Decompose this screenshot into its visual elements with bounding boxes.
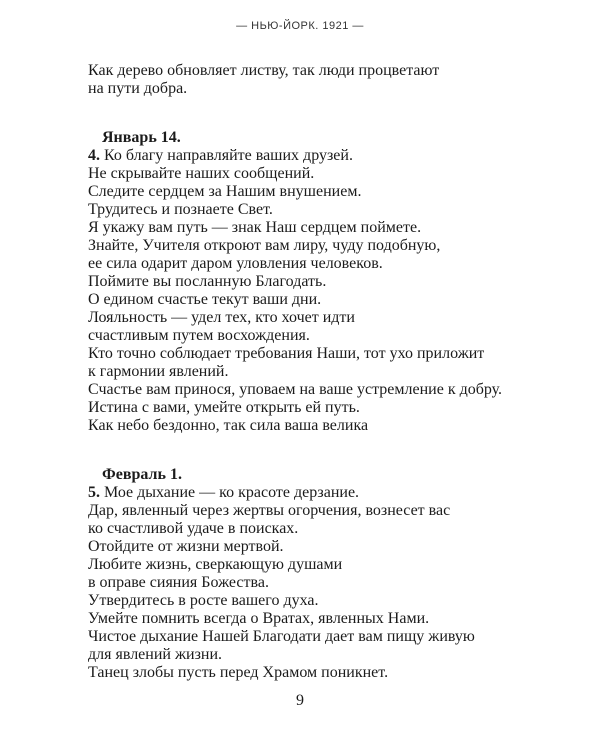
verse-line: Мое дыхание — ко красоте дерзание. <box>104 484 360 501</box>
verse-line: в оправе сияния Божества. <box>88 574 269 591</box>
verse-line: Знайте, Учителя откроют вам лиру, чуду подобную, <box>88 237 441 254</box>
verse-line: Утвердитесь в росте вашего духа. <box>88 592 319 609</box>
section-first-line <box>88 147 568 165</box>
page-body <box>88 62 568 682</box>
verse-line: Отойдите от жизни мертвой. <box>88 538 284 555</box>
verse-line: Трудитесь и познаете Свет. <box>88 201 273 218</box>
verse-line: Как небо бездонно, так сила ваша велика <box>88 417 369 434</box>
intro-line: на пути добра. <box>88 80 188 97</box>
section-first-line <box>88 484 568 502</box>
verse-line: Танец злобы пусть перед Храмом поникнет. <box>88 664 389 681</box>
section-number: 4. <box>88 147 100 164</box>
verse-line: Не скрывайте наших сообщений. <box>88 165 315 182</box>
verse-line: к гармонии явлений. <box>88 363 229 380</box>
section-number: 5. <box>88 484 100 501</box>
section-january-14 <box>88 129 568 435</box>
page-number: 9 <box>296 692 304 709</box>
verse-line: Кто точно соблюдает требования Наши, тот ухо приложит <box>88 345 485 362</box>
verse-line: Поймите вы посланную Благодать. <box>88 273 327 290</box>
verse-line: Истина с вами, умейте открыть ей путь. <box>88 399 360 416</box>
verse-line: Я укажу вам путь — знак Наш сердцем поймете. <box>88 219 422 236</box>
section-date: Январь 14. <box>102 129 181 146</box>
intro-line: Как дерево обновляет листву, так люди процветают <box>88 62 440 79</box>
verse-line: Умейте помнить всегда о Вратах, явленных Нами. <box>88 610 430 627</box>
verse-line: Счастье вам принося, уповаем на ваше устремление к добру. <box>88 381 503 398</box>
verse-line: Ко благу направляйте ваших друзей. <box>104 147 353 164</box>
verse-line: Чистое дыхание Нашей Благодати дает вам пищу живую <box>88 628 475 645</box>
verse-line: Следите сердцем за Нашим внушением. <box>88 183 362 200</box>
verse-line: ко счастливой удаче в поисках. <box>88 520 299 537</box>
section-february-1 <box>88 466 568 682</box>
verse-line: Лояльность — удел тех, кто хочет идти <box>88 309 355 326</box>
verse-line: ее сила одарит даром уловления человеков. <box>88 255 383 272</box>
verse-line: Дар, явленный через жертвы огорчения, вознесет вас <box>88 502 451 519</box>
verse-line: счастливым путем восхождения. <box>88 327 310 344</box>
running-head: — НЬЮ-ЙОРК. 1921 — <box>236 20 364 32</box>
verse-line: О едином счастье текут ваши дни. <box>88 291 322 308</box>
section-date: Февраль 1. <box>102 466 182 483</box>
intro-paragraph <box>88 62 568 98</box>
verse-line: для явлений жизни. <box>88 646 223 663</box>
verse-line: Любите жизнь, сверкающую душами <box>88 556 343 573</box>
